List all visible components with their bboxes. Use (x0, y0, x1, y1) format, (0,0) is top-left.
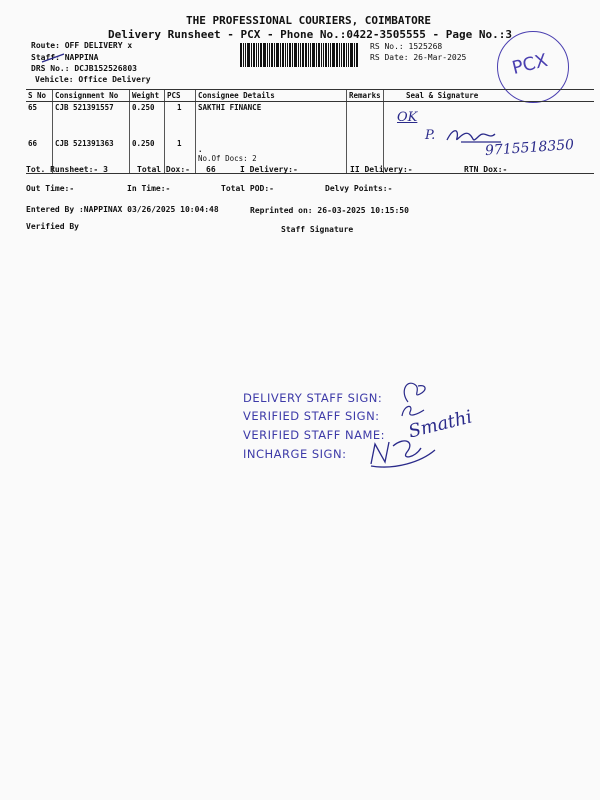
pcx-stamp-text: PCX (509, 49, 550, 80)
barcode-bar (312, 43, 315, 67)
verified-staff-sign-label: VERIFIED STAFF SIGN: (243, 409, 380, 423)
col-header-consignee: Consignee Details (196, 90, 347, 102)
col-header-weight: Weight (130, 90, 165, 102)
rs-number: RS No.: 1525268 (370, 42, 443, 51)
barcode-bar (247, 43, 250, 67)
barcode-bar (271, 43, 273, 67)
barcode-bar (321, 43, 322, 67)
barcode-bar (240, 43, 242, 67)
cell-remarks (347, 102, 384, 138)
barcode-bar (325, 43, 327, 67)
delivery-staff-sign-label: DELIVERY STAFF SIGN: (243, 391, 383, 405)
barcode-bar (258, 43, 259, 67)
route-label: Route: OFF DELIVERY x (31, 41, 133, 50)
barcode-bar (280, 43, 281, 67)
barcode-bar (356, 43, 358, 67)
barcode-image (240, 43, 365, 67)
verified-by: Verified By (26, 222, 79, 231)
col-header-remarks: Remarks (347, 90, 384, 102)
delvy-points: Delvy Points:- (325, 184, 393, 193)
cell-consignment: CJB 521391363 (53, 138, 130, 174)
barcode-bar (298, 43, 299, 67)
total-pod: Total POD:- (221, 184, 274, 193)
rs-date: RS Date: 26-Mar-2025 (370, 53, 467, 62)
barcode-bar (260, 43, 262, 67)
barcode-bar (336, 43, 338, 67)
vehicle-label: Vehicle: Office Delivery (35, 75, 151, 84)
in-time: In Time:- (127, 184, 171, 193)
verified-staff-name-handwritten: Smathi (406, 406, 475, 443)
out-time: Out Time:- (26, 184, 75, 193)
barcode-bar (328, 43, 329, 67)
barcode-bar (256, 43, 257, 67)
i-delivery: I Delivery:- (240, 165, 298, 174)
barcode-bar (332, 43, 335, 67)
barcode-bar (245, 43, 246, 67)
staff-signature-label: Staff Signature (281, 225, 354, 234)
barcode-bar (305, 43, 307, 67)
barcode-bar (341, 43, 342, 67)
barcode-bar (263, 43, 266, 67)
barcode-bar (310, 43, 311, 67)
entered-by: Entered By :NAPPINAX 03/26/2025 10:04:48 (26, 205, 219, 214)
barcode-bar (289, 43, 291, 67)
barcode-bar (323, 43, 324, 67)
barcode-bar (308, 43, 309, 67)
incharge-sign-label: INCHARGE SIGN: (243, 447, 347, 461)
barcode-bar (354, 43, 355, 67)
verified-staff-name-label: VERIFIED STAFF NAME: (243, 428, 386, 442)
handwritten-sign-name: P. (425, 128, 436, 143)
reprinted-on: Reprinted on: 26-03-2025 10:15:50 (250, 206, 409, 215)
cell-consignee-name: . (198, 144, 203, 154)
cell-sno: 66 (26, 138, 53, 174)
col-header-sno: S No (26, 90, 53, 102)
handwritten-ok: OK (397, 110, 418, 125)
cell-consignee-docs: No.Of Docs: 2 (198, 153, 257, 163)
barcode-bar (348, 43, 349, 67)
cell-weight: 0.250 (130, 102, 165, 138)
barcode-bar (339, 43, 340, 67)
barcode-bar (350, 43, 353, 67)
barcode-bar (287, 43, 288, 67)
barcode-bar (318, 43, 320, 67)
cell-sno: 65 (28, 103, 38, 112)
barcode-bar (285, 43, 286, 67)
barcode-bar (274, 43, 275, 67)
cell-consignee: SAKTHI FINANCE (196, 102, 347, 138)
staff-label: Staff: NAPPINA (31, 53, 99, 62)
barcode-bar (282, 43, 284, 67)
barcode-bar (276, 43, 279, 67)
barcode-bar (330, 43, 331, 67)
col-header-consignment: Consignment No (53, 90, 130, 102)
ii-delivery: II Delivery:- (350, 165, 413, 174)
cell-weight: 0.250 (130, 138, 165, 174)
barcode-bar (251, 43, 252, 67)
barcode-bar (300, 43, 301, 67)
runsheet-table (26, 89, 594, 174)
barcode-bar (346, 43, 347, 67)
barcode-bar (243, 43, 244, 67)
barcode-bar (292, 43, 293, 67)
company-title: THE PROFESSIONAL COURIERS, COIMBATORE (186, 14, 432, 27)
barcode-bar (267, 43, 268, 67)
barcode-bar (343, 43, 345, 67)
barcode-bar (294, 43, 297, 67)
table-row (26, 102, 594, 138)
col-header-seal-signature: Seal & Signature (384, 90, 595, 102)
rtn-dox: RTN Dox:- (464, 165, 508, 174)
barcode-bar (316, 43, 317, 67)
total-runsheet: Tot. Runsheet:- 3 (26, 165, 108, 174)
staff-check-mark (40, 52, 66, 66)
cell-pcs: 1 (165, 102, 196, 138)
barcode-bar (253, 43, 255, 67)
handwritten-phone: 9715518350 (484, 136, 575, 160)
barcode-bar (302, 43, 304, 67)
col-header-pcs: PCS (165, 90, 196, 102)
runsheet-subtitle: Delivery Runsheet - PCX - Phone No.:0422-3505555 - Page No.:3 (108, 28, 512, 41)
total-dox-value: 66 (206, 165, 216, 174)
total-dox-label: Total Dox:- (137, 165, 190, 174)
cell-pcs: 1 (165, 138, 196, 174)
incharge-signature-scribble (365, 434, 440, 470)
drs-number: DRS No.: DCJB152526803 (31, 64, 137, 73)
barcode-bar (269, 43, 270, 67)
cell-consignment: CJB 521391557 (53, 102, 130, 138)
